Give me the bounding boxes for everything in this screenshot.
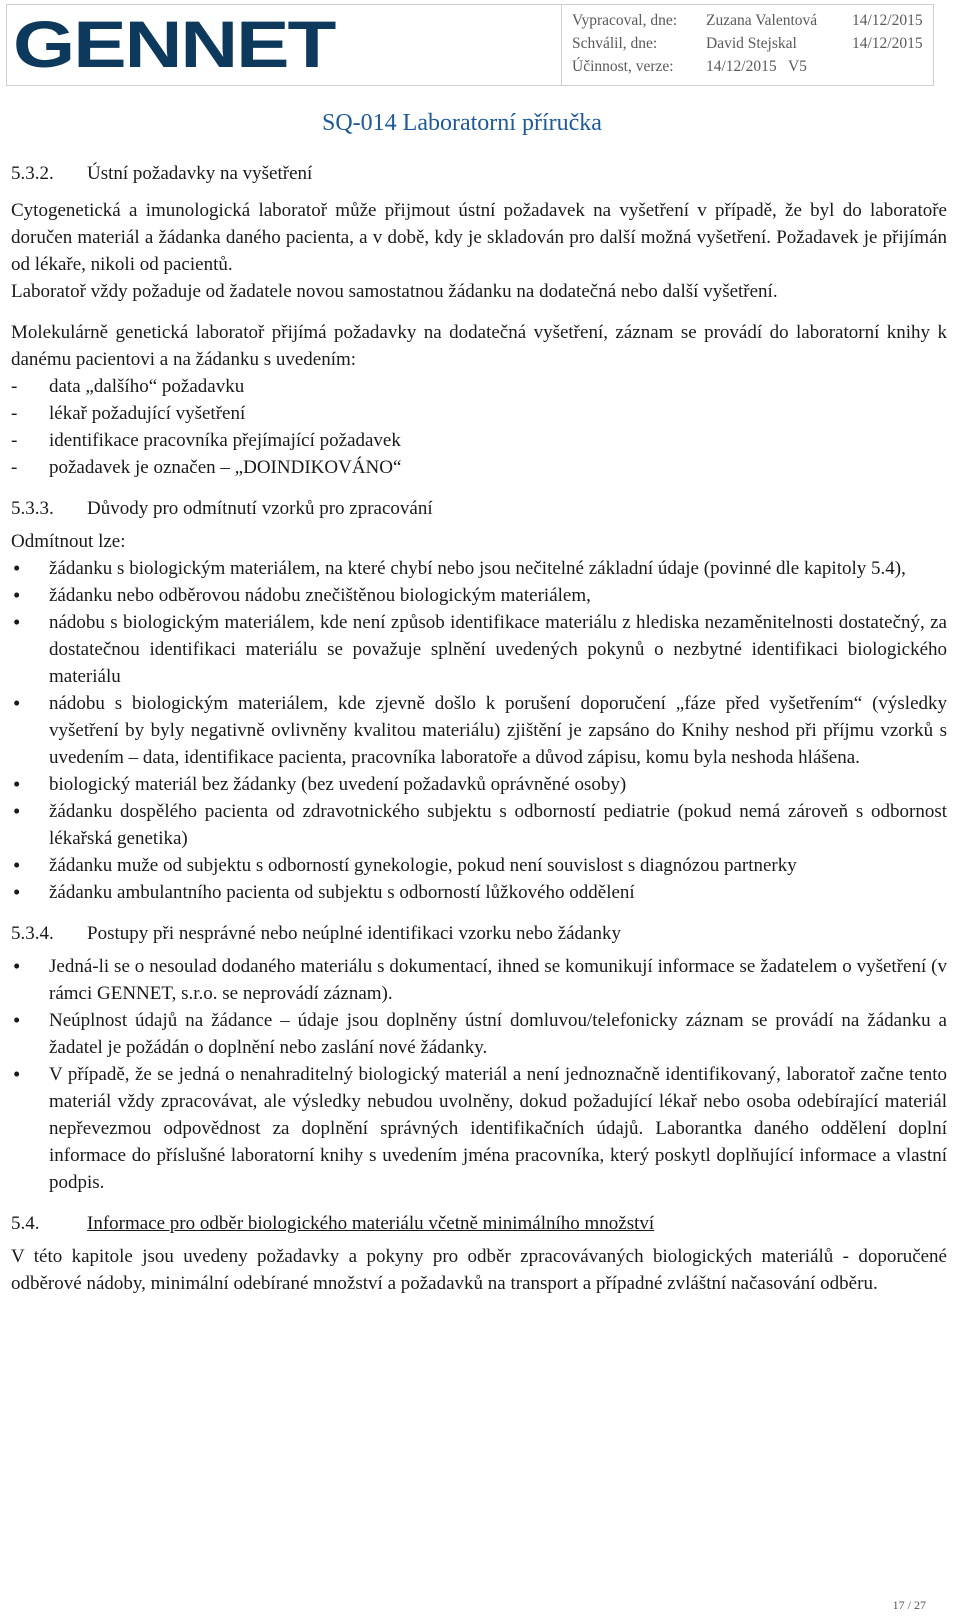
meta-date: 14/12/2015 (852, 12, 923, 29)
section-heading-5-4 (11, 1210, 947, 1237)
section-heading-5-3-3 (11, 495, 947, 522)
list-item: • nádobu s biologickým materiálem, kde zjevně došlo k porušení doporučení „fáze před vyšetřením“ (výsledky vyšetření by byly negativně ovlivněny kvalitou materiálu) zjištění je zapsáno do Knihy neshod při příjmu vzorků s uvedením – data, identifikace pacienta, pracovníka laboratoře a důvod zápisu, komu byla neshoda hlášena. (11, 690, 947, 771)
meta-row-effective (572, 55, 933, 78)
header-metadata (562, 5, 933, 85)
paragraph: V této kapitole jsou uvedeny požadavky a pokyny pro odběr zpracovávaných biologických materiálů - doporučené odběrové nádoby, minimální odebírané množství a požadavků na transport a případné zvláštní načasování odběru. (11, 1246, 947, 1294)
paragraph: Laboratoř vždy požaduje od žadatele novou samostatnou žádanku na dodatečná nebo další vyšetření. (11, 281, 778, 302)
meta-row-prepared (572, 9, 933, 32)
list-item: • žádanku ambulantního pacienta od subjektu s odborností lůžkového oddělení (11, 879, 947, 906)
list-item: • Jedná-li se o nesoulad dodaného materiálu s dokumentací, ihned se komunikují informace se žadatelem o vyšetření (v rámci GENNET, s.r.o. se neprovádí záznam). (11, 953, 947, 1007)
meta-label: Vypracoval, dne: (572, 12, 678, 29)
section-number: 5.3.3. (11, 498, 54, 519)
list-item: • žádanku dospělého pacienta od zdravotnického subjektu s odborností pediatrie (pokud nemá zároveň s odbornost lékařská genetika) (11, 798, 947, 852)
meta-person: Zuzana Valentová (706, 12, 818, 29)
list-item: • nádobu s biologickým materiálem, kde není způsob identifikace materiálu z hlediska nezaměnitelnosti dostatečný, za dostatečnou identifikaci materiálu se považuje splnění uvedených pokynů o nezbytné identifikaci biologického materiálu (11, 609, 947, 690)
page-number: 17 / 27 (892, 1598, 926, 1612)
section-number: 5.4. (11, 1213, 40, 1234)
paragraph: Cytogenetická a imunologická laboratoř může přijmout ústní požadavek na vyšetření v případě, že byl do laboratoře doručen materiál a žádanka daného pacienta, a v době, kdy je skladován pro další možná vyšetření. Požadavek je přijímán od lékaře, nikoli od pacientů. (11, 200, 947, 275)
list-item: • biologický materiál bez žádanky (bez uvedení požadavků oprávněné osoby) (11, 771, 947, 798)
meta-row-approved (572, 32, 933, 55)
meta-label: Schválil, dne: (572, 35, 658, 52)
section-number: 5.3.4. (11, 923, 54, 944)
paragraph: Molekulárně genetická laboratoř přijímá požadavky na dodatečná vyšetření, záznam se provádí do laboratorní knihy k danému pacientovi a na žádanku s uvedením: (11, 322, 947, 370)
identification-procedures-list (11, 953, 947, 1196)
section-title: Informace pro odběr biologického materiálu včetně minimálního množství (87, 1213, 655, 1234)
logo-cell (7, 5, 562, 85)
section-title: Postupy při nesprávné nebo neúplné identifikaci vzorku nebo žádanky (87, 923, 621, 944)
document-header (6, 4, 934, 86)
dash-item: - identifikace pracovníka přejímající požadavek (11, 430, 401, 451)
section-heading-5-3-4 (11, 920, 947, 947)
list-item: • žádanku nebo odběrovou nádobu znečištěnou biologickým materiálem, (11, 582, 947, 609)
dash-item: - požadavek je označen – „DOINDIKOVÁNO“ (11, 457, 402, 478)
list-item: • Neúplnost údajů na žádance – údaje jsou doplněny ústní domluvou/telefonicky záznam se provádí na žádanku a žadatel je požádán o doplnění nebo zaslání nové žádanky. (11, 1007, 947, 1061)
list-item: • žádanku s biologickým materiálem, na které chybí nebo jsou nečitelné základní údaje (povinné dle kapitoly 5.4), (11, 555, 947, 582)
meta-version: 14/12/2015 V5 (706, 58, 807, 75)
list-item: • žádanku muže od subjektu s odborností gynekologie, pokud není souvislost s diagnózou partnerky (11, 852, 947, 879)
section-title: Důvody pro odmítnutí vzorků pro zpracování (87, 498, 433, 519)
rejection-list (11, 555, 947, 906)
meta-date: 14/12/2015 (852, 35, 923, 52)
dash-item: - lékař požadující vyšetření (11, 403, 246, 424)
document-title: SQ-014 Laboratorní příručka (322, 110, 602, 136)
section-number: 5.3.2. (11, 163, 54, 184)
section-heading-5-3-2 (11, 160, 947, 187)
list-item: • V případě, že se jedná o nenahraditelný biologický materiál a není jednoznačně identifikovaný, laboratoř začne tento materiál vždy zpracovávat, ale výsledky nebudou uvolněny, dokud požadující lékař nebo osoba odebírající materiál nepřevezmou odpovědnost za doplnění správných identifikačních údajů. Laborantka daného oddělení doplní informace do příslušné laboratorní knihy s uvedením jména pracovníka, který poskytl doplňující informace a vlastní podpis. (11, 1061, 947, 1196)
meta-label: Účinnost, verze: (572, 58, 674, 75)
gennet-logo: GENNET (13, 8, 335, 82)
section-title: Ústní požadavky na vyšetření (87, 163, 313, 184)
dash-item: - data „dalšího“ požadavku (11, 376, 245, 397)
document-body (11, 160, 947, 1297)
meta-person: David Stejskal (706, 35, 797, 52)
paragraph: Odmítnout lze: (11, 531, 126, 552)
